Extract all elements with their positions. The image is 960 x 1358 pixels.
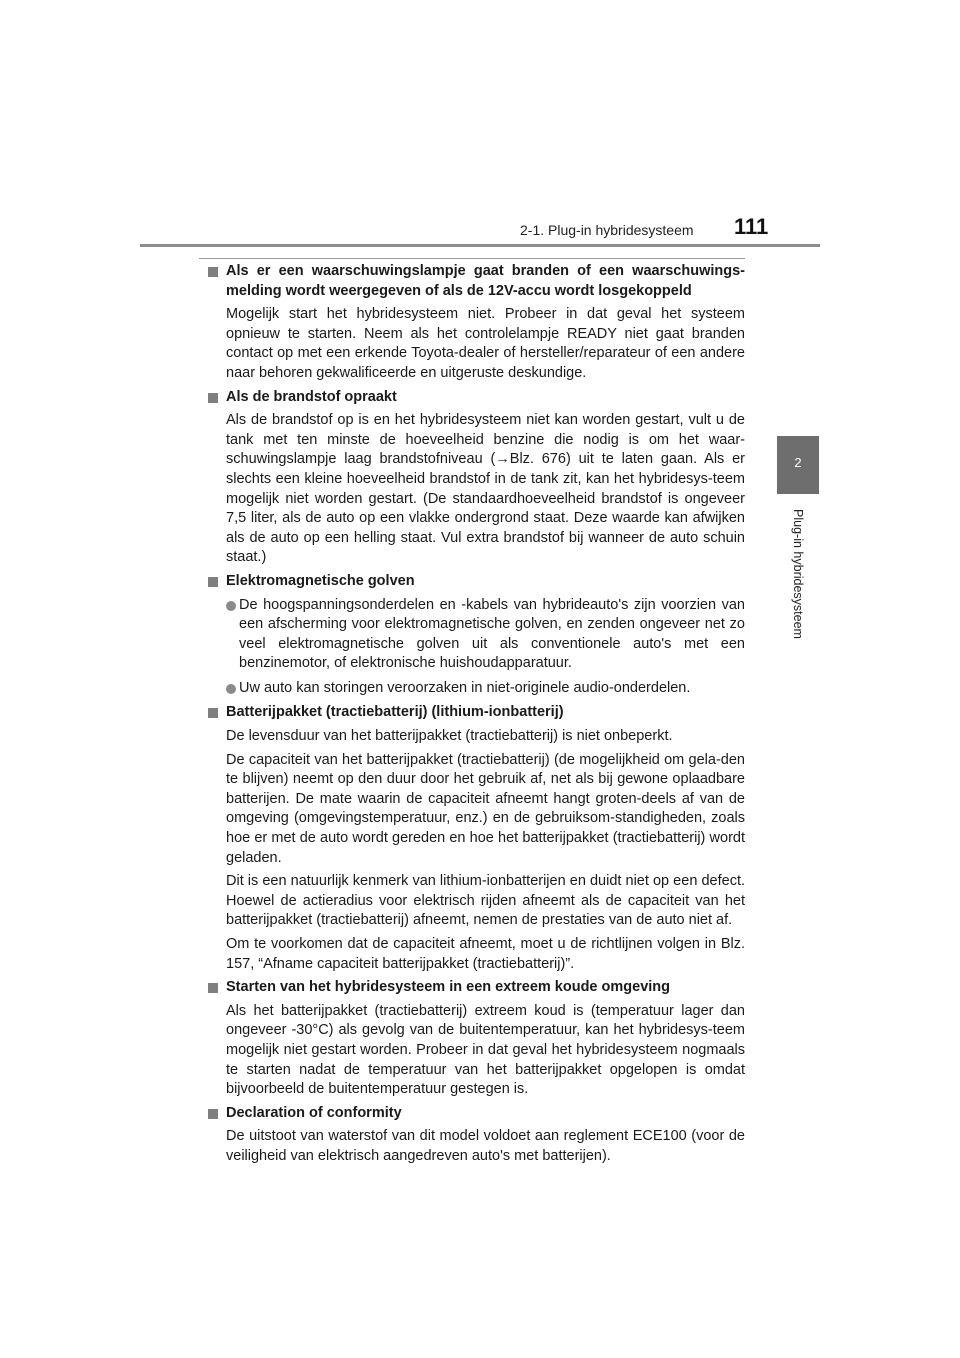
square-bullet-icon [208,1109,218,1119]
section-title: Als de brandstof opraakt [226,388,397,405]
paragraph: Om te voorkomen dat de capaciteit afneemt, moet u de richtlijnen volgen in Blz. 157, “Afname capaciteit batterijpakket (tractiebatterij)”. [226,936,745,972]
chapter-number: 2 [794,455,802,470]
paragraph: De levensduur van het batterijpakket (tractiebatterij) is niet onbeperkt. [226,728,673,745]
section-warning-light [208,262,745,384]
section-title: Batterijpakket (tractiebatterij) (lithium-ionbatterij) [226,704,564,721]
section-title: Starten van het hybridesysteem in een extreem koude omgeving [226,979,671,996]
section-conformity [208,1104,745,1167]
section-fuel [208,388,745,568]
header-divider [140,244,820,247]
paragraph: De capaciteit van het batterijpakket (tractiebatterij) (de mogelijkheid om gela-den te blijven) neemt op den duur door het gebruik af, net als bij gewone oplaadbare batterijen. De mate waarin de capaciteit afneemt hangt groten-deels af van de omgeving (omgevingstemperatuur, enz.) en de gebruiksom-standigheden, zoals hoe er met de auto wordt gereden en hoe het batterijpakket (tractiebatterij) wordt geladen. [226,751,745,866]
section-battery [208,703,745,974]
chapter-label: Plug-in hybridesysteem [791,509,805,639]
page-number: 111 [734,214,769,239]
section-cold-start [208,978,745,1100]
square-bullet-icon [208,577,218,587]
paragraph: Mogelijk start het hybridesysteem niet. Probeer in dat geval het systeem opnieuw te starten. Neem als het controlelampje READY niet gaat branden contact op met een erkende Toyota-dealer of hersteller/reparateur of een andere naar behoren gekwalificeerde en uitgeruste deskundige. [226,306,745,381]
list-item: Uw auto kan storingen veroorzaken in niet-originele audio-onderdelen. [226,679,745,699]
paragraph: Dit is een natuurlijk kenmerk van lithium-ionbatterijen en duidt niet op een defect. Hoewel de actieradius voor elektrisch rijden afneemt als de capaciteit van het batterijpakket (tractiebatterij) afneemt, nemen de prestaties van de auto niet af. [226,873,745,929]
page-content [208,262,745,1171]
section-title: Elektromagnetische golven [226,572,415,589]
list-item: De hoogspanningsonderdelen en -kabels van hybrideauto's zijn voorzien van een afscherming voor elektromagnetische golven, en zenden ongeveer net zo veel elektromagnetische golven uit als conventionele auto's met een benzinemotor, of elektronische huishoudapparatuur. [226,596,745,674]
header-section-title: 2-1. Plug-in hybridesysteem [520,222,694,238]
round-bullet-icon [226,601,236,611]
paragraph: De uitstoot van waterstof van dit model voldoet aan reglement ECE100 (voor de veiligheid van elektrisch aangedreven auto's met batterijen). [226,1128,745,1164]
paragraph: Als het batterijpakket (tractiebatterij) extreem koud is (temperatuur lager dan ongeveer -30°C) als gevolg van de buitentemperatuur, kan het hybridesys-teem mogelijk niet gestart worden. Probeer in dat geval het hybridesysteem nogmaals te starten nadat de temperatuur van het batterijpakket opgelopen is omdat bijvoorbeeld de buitentemperatuur gestegen is. [226,1002,745,1098]
square-bullet-icon [208,393,218,403]
section-title: Als er een waarschuwingslampje gaat branden of een waarschuwings-melding wordt weergegeven of als de 12V-accu wordt losgekoppeld [226,263,745,299]
round-bullet-icon [226,684,236,694]
section-title: Declaration of conformity [226,1104,402,1121]
content-divider [199,258,745,259]
square-bullet-icon [208,708,218,718]
paragraph: Als de brandstof op is en het hybridesysteem niet kan worden gestart, vult u de tank met ten minste de hoeveelheid benzine die nodig is om het waar-schuwingslampje laag brandstofniveau (→Blz. 676) uit te laten gaan. Als er slechts een kleine hoeveelheid brandstof in de tank zit, kan het hybridesys-teem mogelijk niet worden gestart. (De standaardhoeveelheid brandstof is ongeveer 7,5 liter, als de auto op een vlakke ondergrond staat. Deze waarde kan afwijken als de auto op een helling staat. Vul extra brandstof bij wanneer de auto schuin staat.) [226,412,745,566]
section-electromagnetic [208,572,745,699]
square-bullet-icon [208,267,218,277]
chapter-tab [777,436,819,494]
square-bullet-icon [208,983,218,993]
